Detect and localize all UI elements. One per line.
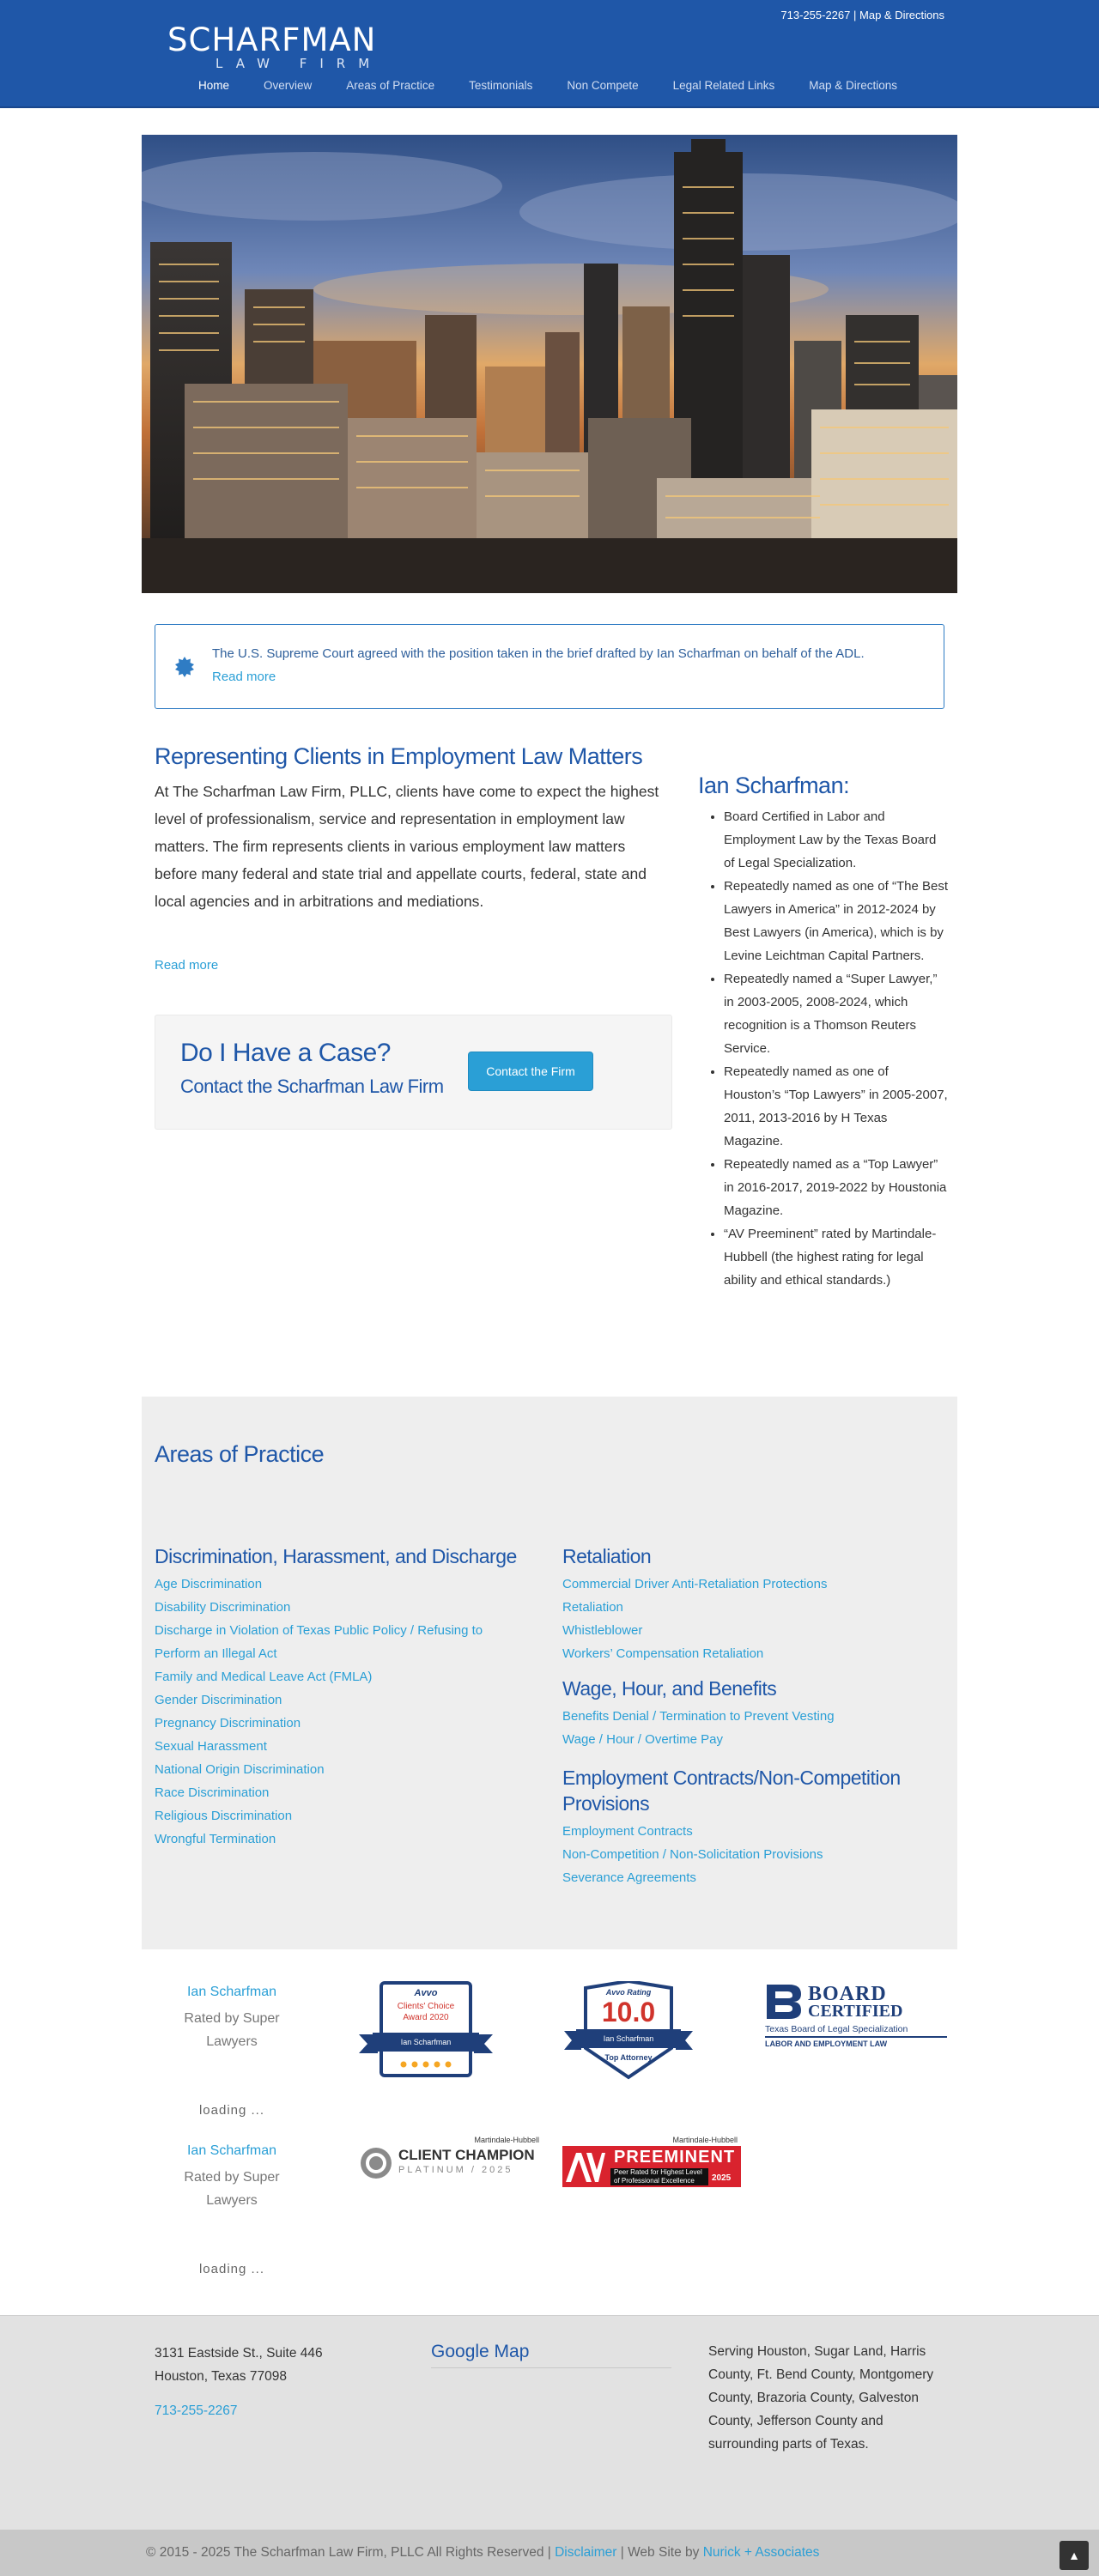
nav-home[interactable]: Home: [198, 79, 230, 92]
av-sub2: of Professional Excellence: [614, 2177, 695, 2185]
board-line1: BOARD: [808, 1983, 887, 2005]
skyline-illustration: [142, 135, 957, 593]
nav-non-compete[interactable]: Non Compete: [567, 79, 639, 92]
area-link[interactable]: Wrongful Termination: [155, 1832, 276, 1846]
areas-of-practice-section: [142, 1397, 957, 1949]
agency-link[interactable]: Nurick + Associates: [702, 2545, 820, 2560]
av-year: 2025: [712, 2173, 732, 2183]
area-link[interactable]: Wage / Hour / Overtime Pay: [562, 1732, 724, 1747]
super-lawyers-rated-text: Rated by Super Lawyers: [184, 2011, 280, 2049]
client-champion-badge[interactable]: [359, 2136, 539, 2182]
avvo-rating-score: 10.0: [601, 1997, 656, 2027]
area-heading-retaliation: Retaliation: [562, 1545, 652, 1567]
notice-read-more-link[interactable]: Read more: [212, 670, 276, 684]
board-line4: LABOR AND EMPLOYMENT LAW: [765, 2040, 888, 2048]
header-map-link[interactable]: Map & Directions: [859, 9, 944, 21]
awards-badges-section: [0, 1966, 1099, 2309]
client-champion-emblem-icon: [359, 2146, 393, 2180]
case-callout: [155, 1015, 672, 1130]
areas-left-column: [155, 1543, 524, 1851]
loading-text: loading ...: [198, 2103, 265, 2118]
avvo-clients-ribbon: Ian Scharfman: [400, 2038, 452, 2046]
nav-areas-of-practice[interactable]: Areas of Practice: [346, 79, 435, 92]
starburst-badge-icon: [174, 657, 195, 677]
nav-overview[interactable]: Overview: [264, 79, 313, 92]
board-line3: Texas Board of Legal Specialization: [765, 2024, 947, 2038]
copyright-text: © 2015 - 2025 The Scharfman Law Firm, PLLC All Rights Reserved |: [146, 2545, 551, 2560]
client-champion-title: CLIENT CHAMPION: [398, 2147, 535, 2163]
main-heading: Representing Clients in Employment Law Matters: [155, 743, 643, 769]
main-nav: [198, 79, 932, 92]
area-link[interactable]: Workers’ Compensation Retaliation: [562, 1646, 764, 1661]
area-heading-discrimination: Discrimination, Harassment, and Discharge: [155, 1545, 517, 1567]
loading-text-2: loading ...: [198, 2262, 265, 2276]
back-to-top-button[interactable]: [1060, 2541, 1089, 2570]
board-certified-b-icon: [765, 1983, 803, 2021]
area-link[interactable]: Disability Discrimination: [155, 1600, 291, 1615]
footer-google-map-link[interactable]: Google Map: [431, 2342, 671, 2368]
credential-item: • Repeatedly named as one of Houston’s “Top Lawyers” in 2005-2007, 2011, 2013-2016 by H Texas Magazine.: [724, 1060, 949, 1153]
area-link[interactable]: Benefits Denial / Termination to Prevent Vesting: [562, 1709, 835, 1724]
site-footer: [0, 2315, 1099, 2530]
area-link[interactable]: Non-Competition / Non-Solicitation Provisions: [562, 1847, 823, 1862]
av-top: Martindale-Hubbell: [672, 2136, 738, 2144]
area-link[interactable]: Age Discrimination: [155, 1577, 263, 1591]
copyright-text-line: [146, 2545, 819, 2561]
website-by-text: | Web Site by: [620, 2545, 700, 2560]
site-header: [0, 0, 1099, 108]
client-champion-sub: PLATINUM / 2025: [398, 2165, 513, 2175]
area-link[interactable]: Employment Contracts: [562, 1824, 693, 1839]
avvo-clients-line1: Clients' Choice: [397, 2002, 455, 2011]
credential-item: • “AV Preeminent” rated by Martindale-Hubbell (the highest rating for legal ability and ethical standards.): [724, 1222, 949, 1292]
av-logo-icon: [562, 2146, 605, 2187]
contact-firm-button[interactable]: Contact the Firm: [468, 1052, 593, 1091]
footer-address-line2: Houston, Texas 77098: [155, 2369, 287, 2384]
avvo-rating-caption: Top Attorney: [604, 2053, 653, 2062]
footer-address: [155, 2342, 323, 2422]
area-link[interactable]: Pregnancy Discrimination: [155, 1716, 301, 1730]
area-link[interactable]: Whistleblower: [562, 1623, 643, 1638]
nav-testimonials[interactable]: Testimonials: [469, 79, 533, 92]
credential-item: • Repeatedly named as one of “The Best Lawyers in America” in 2012-2024 by Best Lawyers (in America), which is by Levine Leichtman Capital Partners.: [724, 875, 949, 967]
area-link[interactable]: Severance Agreements: [562, 1870, 696, 1885]
copyright-bar: [0, 2530, 1099, 2576]
area-link[interactable]: National Origin Discrimination: [155, 1762, 325, 1777]
main-paragraph: At The Scharfman Law Firm, PLLC, clients have come to expect the highest level of professionalism, service and representation in employment law matters. The firm represents clients in various employment law matters before many federal and state trial and appellate courts, federal, state and local agencies and in arbitrations and mediations.: [155, 783, 659, 910]
hero-city-skyline-image: [142, 135, 957, 593]
area-link[interactable]: Sexual Harassment: [155, 1739, 267, 1754]
area-link[interactable]: Retaliation: [562, 1600, 623, 1615]
av-preeminent-badge[interactable]: [562, 2136, 743, 2189]
av-sub1: Peer Rated for Highest Level: [614, 2168, 702, 2176]
super-lawyers-rated-text-2: Rated by Super Lawyers: [184, 2170, 280, 2208]
area-heading-employment-contracts: Employment Contracts/Non-Competition Provisions: [562, 1767, 901, 1815]
site-logo[interactable]: [167, 21, 383, 71]
avvo-clients-line2: Award 2020: [403, 2013, 449, 2022]
footer-address-line1: 3131 Eastside St., Suite 446: [155, 2346, 323, 2361]
credentials-list: [724, 805, 949, 1292]
area-heading-wage-hour: Wage, Hour, and Benefits: [562, 1677, 777, 1700]
main-read-more-link[interactable]: Read more: [155, 958, 219, 973]
logo-sub-text: LAW FIRM: [216, 56, 383, 71]
credential-item: • Board Certified in Labor and Employment Law by the Texas Board of Legal Specialization.: [724, 805, 949, 875]
area-link[interactable]: Religious Discrimination: [155, 1809, 293, 1823]
notice-text: The U.S. Supreme Court agreed with the position taken in the brief drafted by Ian Scharfman on behalf of the ADL.: [212, 646, 865, 661]
area-link[interactable]: Commercial Driver Anti-Retaliation Protections: [562, 1577, 828, 1591]
nav-legal-related-links[interactable]: Legal Related Links: [672, 79, 775, 92]
avvo-rating-ribbon: Ian Scharfman: [603, 2034, 654, 2043]
avvo-clients-choice-badge[interactable]: [359, 1981, 493, 2082]
credential-item: • Repeatedly named a “Super Lawyer,” in 2003-2005, 2008-2024, which recognition is a Thomson Reuters Service.: [724, 967, 949, 1060]
super-lawyers-name-link[interactable]: Ian Scharfman: [186, 1985, 277, 1999]
chevron-up-icon: ▲: [1068, 2549, 1080, 2562]
area-link[interactable]: Gender Discrimination: [155, 1693, 282, 1707]
area-link[interactable]: Discharge in Violation of Texas Public Policy / Refusing to Perform an Illegal Act: [155, 1623, 483, 1661]
header-phone-link[interactable]: 713-255-2267: [780, 9, 851, 21]
area-link[interactable]: Race Discrimination: [155, 1785, 270, 1800]
nav-map-directions[interactable]: Map & Directions: [809, 79, 898, 92]
footer-service-area: Serving Houston, Sugar Land, Harris County, Ft. Bend County, Montgomery County, Brazoria County, Galveston County, Jefferson County and surrounding parts of Texas.: [708, 2344, 934, 2452]
areas-right-column: [562, 1543, 944, 1889]
credential-item: • Repeatedly named as a “Top Lawyer” in 2016-2017, 2019-2022 by Houstonia Magazine.: [724, 1153, 949, 1222]
disclaimer-link[interactable]: Disclaimer: [555, 2545, 617, 2560]
top-contact-links: [780, 9, 944, 21]
super-lawyers-name-link-2[interactable]: Ian Scharfman: [186, 2143, 277, 2158]
av-title: PREEMINENT: [614, 2148, 736, 2167]
area-link[interactable]: Family and Medical Leave Act (FMLA): [155, 1670, 373, 1684]
case-subtitle: Contact the Scharfman Law Firm: [180, 1076, 444, 1097]
board-certified-badge[interactable]: [765, 1983, 947, 2060]
avvo-rating-brand: Avvo Rating: [605, 1988, 652, 1997]
sidebar-title: Ian Scharfman:: [698, 773, 850, 798]
avvo-brand: Avvo: [414, 1988, 438, 1998]
areas-title: Areas of Practice: [155, 1441, 325, 1467]
header-separator: |: [853, 9, 857, 21]
avvo-rating-badge[interactable]: [564, 1981, 693, 2082]
case-title: Do I Have a Case?: [180, 1039, 391, 1067]
logo-main-text: SCHARFMAN: [167, 21, 377, 58]
supreme-court-notice: [155, 624, 944, 709]
footer-phone-link[interactable]: 713-255-2267: [155, 2403, 238, 2418]
board-line2: CERTIFIED: [808, 2002, 903, 2021]
client-champion-top: Martindale-Hubbell: [474, 2136, 539, 2144]
